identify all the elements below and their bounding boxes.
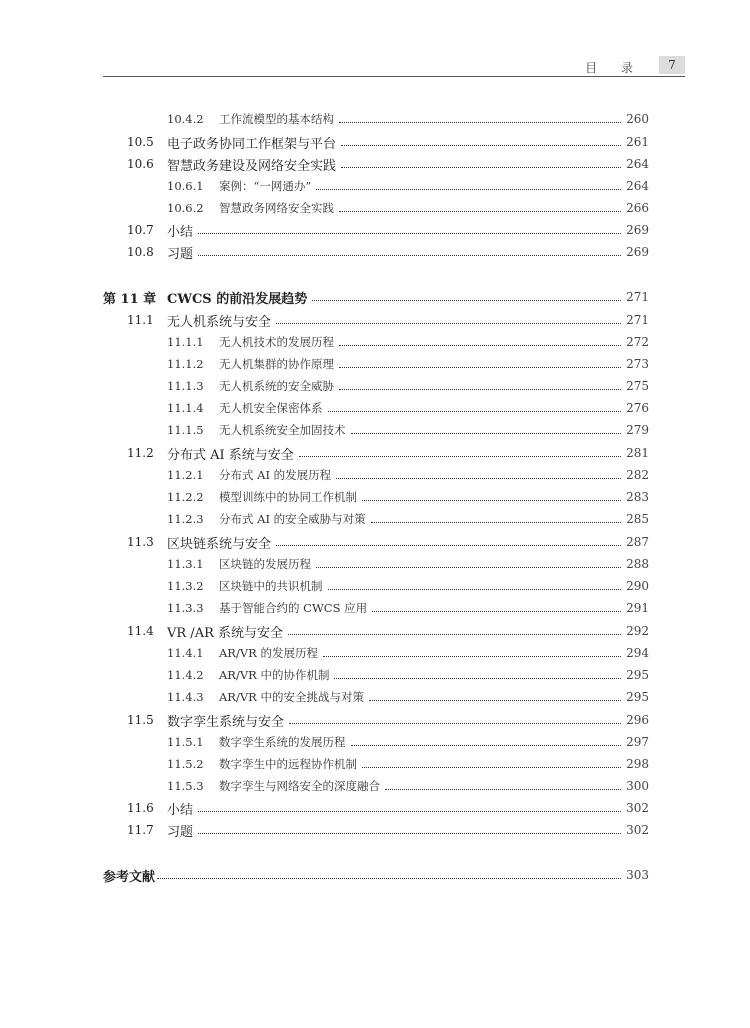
toc-entry-title: 工作流模型的基本结构	[219, 112, 334, 126]
toc-chapter-title: CWCS 的前沿发展趋势	[167, 291, 308, 307]
toc-leader-dots	[328, 589, 622, 590]
toc-entry-number: 11.2	[127, 446, 154, 460]
toc-entry-page: 300	[626, 779, 649, 793]
toc-entry-page: 303	[626, 868, 649, 882]
toc-entry-page: 275	[626, 379, 649, 393]
toc-entry-number: 11.5.1	[167, 735, 204, 749]
toc-leader-dots	[341, 167, 621, 168]
toc-entry[interactable]	[167, 197, 649, 219]
toc-leader-dots	[289, 723, 621, 724]
toc-entry-title: 小结	[167, 802, 194, 818]
toc-entry[interactable]	[167, 353, 649, 375]
toc-entry-page: 287	[626, 535, 649, 549]
toc-entry[interactable]	[167, 731, 649, 753]
header-title: 目 录	[585, 61, 643, 75]
toc-entry-page: 302	[626, 801, 649, 815]
toc-entry-page: 291	[626, 601, 649, 615]
toc-leader-dots	[312, 300, 621, 301]
toc-entry-number: 11.3.1	[167, 557, 204, 571]
toc-entry[interactable]	[167, 597, 649, 619]
toc-leader-dots	[351, 433, 622, 434]
toc-entry[interactable]	[167, 375, 649, 397]
toc-entry-page: 295	[626, 668, 649, 682]
toc-entry[interactable]	[167, 753, 649, 775]
toc-entry-title: 无人机系统与安全	[167, 314, 272, 330]
toc-entry-page: 281	[626, 446, 649, 460]
toc-entry-title: 区块链系统与安全	[167, 536, 272, 552]
toc-entry[interactable]	[167, 642, 649, 664]
toc-entry-page: 297	[626, 735, 649, 749]
toc-leader-dots	[323, 656, 621, 657]
toc-entry-title: 基于智能合约的 CWCS 应用	[219, 601, 368, 615]
toc-entry-title: 无人机系统的安全威胁	[219, 379, 334, 393]
toc-leader-dots	[362, 500, 621, 501]
toc-leader-dots	[299, 456, 621, 457]
toc-entry-page: 266	[626, 201, 649, 215]
toc-leader-dots	[276, 323, 621, 324]
toc-entry-number: 11.4	[127, 624, 154, 638]
toc-entry-number: 11.3.3	[167, 601, 204, 615]
toc-leader-dots	[339, 367, 621, 368]
toc-entry-page: 292	[626, 624, 649, 638]
toc-entry-number: 11.1.3	[167, 379, 204, 393]
toc-leader-dots	[157, 878, 621, 879]
toc-entry-page: 288	[626, 557, 649, 571]
toc-entry[interactable]	[127, 620, 649, 642]
toc-entry-title: 无人机技术的发展历程	[219, 335, 334, 349]
toc-leader-dots	[341, 145, 621, 146]
toc-entry[interactable]	[167, 464, 649, 486]
toc-entry[interactable]	[167, 775, 649, 797]
toc-entry-number: 11.1.2	[167, 357, 204, 371]
toc-entry-page: 290	[626, 579, 649, 593]
toc-entry-number: 10.6.2	[167, 201, 204, 215]
toc-entry-title: 无人机集群的协作原理	[219, 357, 334, 371]
toc-entry-number: 11.4.3	[167, 690, 204, 704]
toc-entry[interactable]	[167, 331, 649, 353]
toc-leader-dots	[362, 767, 621, 768]
toc-entry-title: 智慧政务建设及网络安全实践	[167, 158, 337, 174]
toc-entry-title: AR/VR 中的安全挑战与对策	[219, 690, 364, 704]
toc-entry-title: 数字孪生系统的发展历程	[219, 735, 346, 749]
toc-entry-page: 295	[626, 690, 649, 704]
toc-entry-number: 10.6.1	[167, 179, 204, 193]
toc-entry-title: 习题	[167, 246, 194, 262]
toc-entry-title: 案例：“一网通办”	[219, 179, 312, 193]
toc-entry-page: 272	[626, 335, 649, 349]
toc-entry-title: 数字孪生系统与安全	[167, 714, 285, 730]
toc-entry[interactable]	[167, 108, 649, 130]
toc-entry[interactable]	[127, 241, 649, 263]
toc-entry-number: 11.2.3	[167, 512, 204, 526]
toc-entry[interactable]	[167, 553, 649, 575]
toc-entry[interactable]	[127, 153, 649, 175]
toc-entry-page: 264	[626, 179, 649, 193]
toc-entry-title: 区块链的发展历程	[219, 557, 311, 571]
toc-entry-number: 11.4.2	[167, 668, 204, 682]
toc-entry-page: 269	[626, 223, 649, 237]
toc-leader-dots	[198, 255, 621, 256]
toc-entry-page: 296	[626, 713, 649, 727]
page-header	[103, 55, 685, 77]
toc-entry-page: 294	[626, 646, 649, 660]
toc-entry-title: 分布式 AI 的发展历程	[219, 468, 332, 482]
toc-chapter-number: 第 11 章	[103, 291, 157, 307]
toc-entry-page: 269	[626, 245, 649, 259]
toc-entry-page: 298	[626, 757, 649, 771]
toc-leader-dots	[198, 811, 621, 812]
toc-leader-dots	[339, 389, 621, 390]
toc-entry-number: 11.1	[127, 313, 154, 327]
toc-entry-title: 习题	[167, 824, 194, 840]
toc-references-title: 参考文献	[103, 869, 156, 885]
toc-entry-number: 11.3	[127, 535, 154, 549]
toc-entry[interactable]	[167, 486, 649, 508]
toc-entry[interactable]	[167, 397, 649, 419]
toc-entry[interactable]	[127, 219, 649, 241]
toc-entry-title: 小结	[167, 224, 194, 240]
toc-entry[interactable]	[127, 309, 649, 331]
toc-leader-dots	[198, 233, 621, 234]
toc-leader-dots	[372, 611, 621, 612]
toc-entry[interactable]	[167, 575, 649, 597]
toc-leader-dots	[276, 545, 621, 546]
toc-entry-number: 11.7	[127, 823, 154, 837]
toc-entry-number: 11.5.2	[167, 757, 204, 771]
toc-entry[interactable]	[127, 131, 649, 153]
toc-leader-dots	[316, 567, 621, 568]
toc-entry-title: 智慧政务网络安全实践	[219, 201, 334, 215]
toc-leader-dots	[334, 678, 621, 679]
toc-entry-page: 261	[626, 135, 649, 149]
toc-entry-number: 11.4.1	[167, 646, 204, 660]
toc-entry-number: 11.2.2	[167, 490, 204, 504]
toc-entry-title: 无人机安全保密体系	[219, 401, 323, 415]
toc-entry-number: 11.1.4	[167, 401, 204, 415]
toc-entry-title: VR /AR 系统与安全	[167, 625, 283, 641]
toc-entry-page: 279	[626, 423, 649, 437]
toc-entry[interactable]	[167, 419, 649, 441]
toc-leader-dots	[371, 522, 621, 523]
toc-entry-number: 11.5	[127, 713, 154, 727]
toc-entry-page: 282	[626, 468, 649, 482]
toc-entry-title: 数字孪生与网络安全的深度融合	[219, 779, 380, 793]
toc-entry[interactable]	[127, 797, 649, 819]
toc-leader-dots	[198, 833, 621, 834]
toc-entry-page: 271	[626, 313, 649, 327]
toc-entry-number: 11.1.1	[167, 335, 204, 349]
toc-entry-title: AR/VR 的发展历程	[219, 646, 318, 660]
toc-entry-page: 271	[626, 290, 649, 304]
toc-entry-title: 无人机系统安全加固技术	[219, 423, 346, 437]
toc-leader-dots	[339, 211, 621, 212]
toc-entry-number: 10.8	[127, 245, 154, 259]
toc-leader-dots	[369, 700, 621, 701]
toc-entry-title: 区块链中的共识机制	[219, 579, 323, 593]
toc-entry-page: 276	[626, 401, 649, 415]
toc-entry-title: AR/VR 中的协作机制	[219, 668, 330, 682]
toc-entry-number: 10.5	[127, 135, 154, 149]
toc-entry[interactable]	[167, 686, 649, 708]
toc-entry-number: 11.5.3	[167, 779, 204, 793]
toc-entry[interactable]	[127, 531, 649, 553]
toc-entry-number: 11.2.1	[167, 468, 204, 482]
header-page-number: 7	[659, 56, 685, 74]
toc-entry[interactable]	[167, 175, 649, 197]
toc-entry-title: 分布式 AI 系统与安全	[167, 447, 294, 463]
toc-entry-number: 10.6	[127, 157, 154, 171]
toc-entry-title: 数字孪生中的远程协作机制	[219, 757, 357, 771]
toc-entry[interactable]	[167, 664, 649, 686]
toc-entry-number: 10.4.2	[167, 112, 204, 126]
toc-entry-number: 11.6	[127, 801, 154, 815]
toc-entry-title: 模型训练中的协同工作机制	[219, 490, 357, 504]
toc-entry-number: 11.3.2	[167, 579, 204, 593]
toc-entry[interactable]	[167, 508, 649, 530]
toc-entry-page: 264	[626, 157, 649, 171]
toc-entry[interactable]	[127, 819, 649, 841]
toc-entry-title: 电子政务协同工作框架与平台	[167, 136, 337, 152]
toc-leader-dots	[385, 789, 621, 790]
toc-leader-dots	[288, 634, 621, 635]
toc-leader-dots	[336, 478, 621, 479]
toc-entry-page: 260	[626, 112, 649, 126]
toc-entry-number: 10.7	[127, 223, 154, 237]
toc-leader-dots	[339, 345, 621, 346]
toc-entry[interactable]	[127, 442, 649, 464]
toc-entry-title: 分布式 AI 的安全威胁与对策	[219, 512, 366, 526]
toc-entry-page: 285	[626, 512, 649, 526]
toc-leader-dots	[316, 189, 621, 190]
toc-leader-dots	[328, 411, 622, 412]
toc-entry[interactable]	[127, 709, 649, 731]
toc-entry-page: 302	[626, 823, 649, 837]
toc-references[interactable]	[103, 864, 649, 886]
toc-leader-dots	[351, 745, 622, 746]
toc-chapter[interactable]	[103, 286, 649, 308]
toc-entry-number: 11.1.5	[167, 423, 204, 437]
toc-leader-dots	[339, 122, 621, 123]
toc-entry-page: 283	[626, 490, 649, 504]
toc-entry-page: 273	[626, 357, 649, 371]
